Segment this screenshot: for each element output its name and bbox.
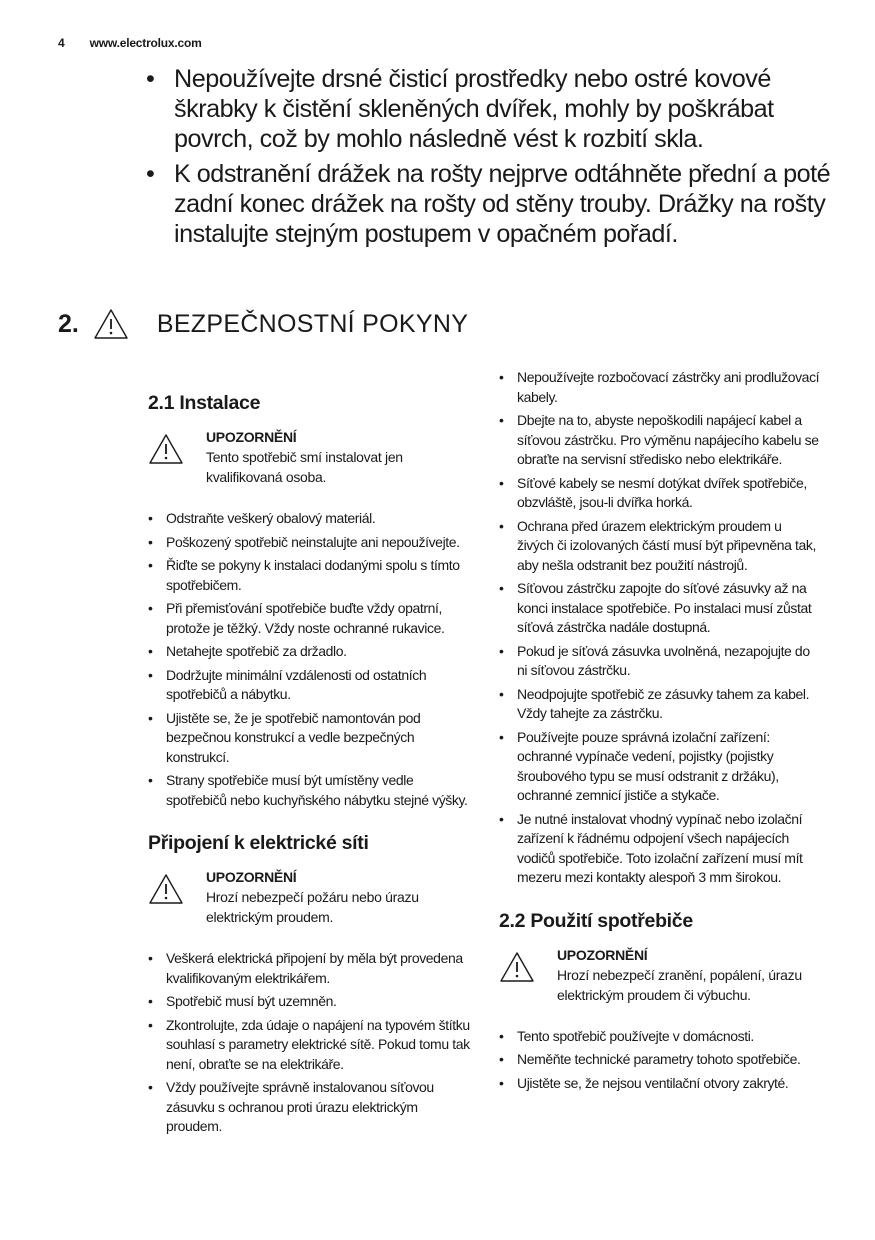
installation-bullet-list	[148, 509, 470, 810]
list-item: • Je nutné instalovat vhodný vypínač nebo izolační zařízení k řádnému odpojení všech napájecích vodičů spotřebiče. Toto izolační zařízení musí mít mezeru mezi kontakty alespoň 3 mm širokou.	[499, 810, 821, 888]
warning-triangle-icon	[148, 433, 184, 465]
list-item: • Neodpojujte spotřebič ze zásuvky tahem za kabel. Vždy tahejte za zástrčku.	[499, 685, 821, 724]
warning-box	[148, 867, 470, 927]
list-item: • Dodržujte minimální vzdálenosti od ostatních spotřebičů a nábytku.	[148, 666, 470, 705]
page-header	[58, 36, 202, 50]
list-item: • K odstranění drážek na rošty nejprve odtáhněte přední a poté zadní konec drážek na rošty od stěny trouby. Drážky na rošty instalujte stejným postupem v opačném pořadí.	[142, 159, 832, 249]
usage-bullet-list	[499, 1027, 821, 1094]
list-item: • Vždy používejte správně instalovanou síťovou zásuvku s ochranou proti úrazu elektrickým proudem.	[148, 1078, 470, 1137]
warning-label: UPOZORNĚNÍ	[206, 869, 297, 885]
list-item: • Neměňte technické parametry tohoto spotřebiče.	[499, 1050, 821, 1070]
website-url: www.electrolux.com	[89, 36, 202, 50]
list-item: • Veškerá elektrická připojení by měla být provedena kvalifikovaným elektrikářem.	[148, 949, 470, 988]
list-item: • Síťovou zástrčku zapojte do síťové zásuvky až na konci instalace spotřebiče. Po instalaci musí zůstat síťová zástrčka nadále dostupná.	[499, 579, 821, 638]
warning-content	[206, 867, 470, 927]
subsection-heading-installation	[148, 392, 470, 415]
list-item: • Nepoužívejte rozbočovací zástrčky ani prodlužovací kabely.	[499, 368, 821, 407]
electrical-bullet-list	[148, 949, 470, 1137]
list-item: • Ujistěte se, že je spotřebič namontován pod bezpečnou konstrukcí a vedle bezpečných konstrukcí.	[148, 709, 470, 768]
list-item: • Poškozený spotřebič neinstalujte ani nepoužívejte.	[148, 533, 470, 553]
warning-box	[148, 427, 470, 487]
subsection-title: Instalace	[179, 392, 261, 414]
list-item: • Dbejte na to, abyste nepoškodili napájecí kabel a síťovou zástrčku. Pro výměnu napájecího kabelu se obraťte na servisní středisko nebo elektrikáře.	[499, 411, 821, 470]
page-number: 4	[58, 36, 65, 50]
warning-triangle-icon	[499, 951, 535, 983]
intro-bullet-list	[142, 64, 832, 254]
warning-triangle-icon	[93, 308, 129, 340]
list-item: • Ujistěte se, že nejsou ventilační otvory zakryté.	[499, 1074, 821, 1094]
section-title: BEZPEČNOSTNÍ POKYNY	[156, 309, 469, 338]
warning-label: UPOZORNĚNÍ	[206, 429, 297, 445]
list-item: • Netahejte spotřebič za držadlo.	[148, 642, 470, 662]
subsection-number: 2.2	[499, 909, 526, 932]
electrical-bullet-list-continued	[499, 368, 821, 888]
subsection-number: 2.1	[148, 392, 175, 414]
subsection-heading-electrical	[148, 832, 470, 855]
section-heading	[58, 308, 468, 340]
list-item: • Při přemisťování spotřebiče buďte vždy opatrní, protože je těžký. Vždy noste ochranné rukavice.	[148, 599, 470, 638]
warning-label: UPOZORNĚNÍ	[557, 946, 648, 963]
list-item: • Řiďte se pokyny k instalaci dodanými spolu s tímto spotřebičem.	[148, 556, 470, 595]
list-item: • Ochrana před úrazem elektrickým proudem u živých či izolovaných částí musí být připevněna tak, aby nešla odstranit bez použití nástrojů.	[499, 517, 821, 576]
list-item: • Zkontrolujte, zda údaje o napájení na typovém štítku souhlasí s parametry elektrické sítě. Pokud tomu tak není, obraťte se na elektrikáře.	[148, 1016, 470, 1075]
warning-text: Hrozí nebezpečí zranění, popálení, úrazu elektrickým proudem či výbuchu.	[557, 966, 802, 1003]
warning-content	[206, 427, 470, 487]
right-column	[499, 368, 821, 1097]
warning-box	[499, 945, 821, 1005]
warning-text: Hrozí nebezpečí požáru nebo úrazu elektrickým proudem.	[206, 889, 419, 925]
subsection-title: Použití spotřebiče	[530, 909, 693, 932]
warning-triangle-icon	[148, 873, 184, 905]
list-item: • Tento spotřebič používejte v domácnosti.	[499, 1027, 821, 1047]
list-item: • Nepoužívejte drsné čisticí prostředky nebo ostré kovové škrabky k čistění skleněných dvířek, mohly by poškrábat povrch, což by mohlo následně vést k rozbití skla.	[142, 64, 832, 154]
warning-content	[557, 945, 821, 1005]
warning-text: Tento spotřebič smí instalovat jen kvalifikovaná osoba.	[206, 449, 403, 485]
list-item: • Pokud je síťová zásuvka uvolněná, nezapojujte do ni síťovou zástrčku.	[499, 642, 821, 681]
list-item: • Používejte pouze správná izolační zařízení: ochranné vypínače vedení, pojistky (pojistky šroubového typu se musí odstranit z držáku), ochranné zemnicí jističe a stykače.	[499, 728, 821, 806]
list-item: • Síťové kabely se nesmí dotýkat dvířek spotřebiče, obzvláště, jsou-li dvířka horká.	[499, 474, 821, 513]
list-item: • Spotřebič musí být uzemněn.	[148, 992, 470, 1012]
section-number: 2.	[58, 309, 79, 338]
left-column	[148, 392, 470, 1141]
list-item: • Odstraňte veškerý obalový materiál.	[148, 509, 470, 529]
subsection-heading-usage	[499, 910, 821, 933]
subsection-title: Připojení k elektrické síti	[148, 832, 369, 854]
list-item: • Strany spotřebiče musí být umístěny vedle spotřebičů nebo kuchyňského nábytku stejné výšky.	[148, 771, 470, 810]
